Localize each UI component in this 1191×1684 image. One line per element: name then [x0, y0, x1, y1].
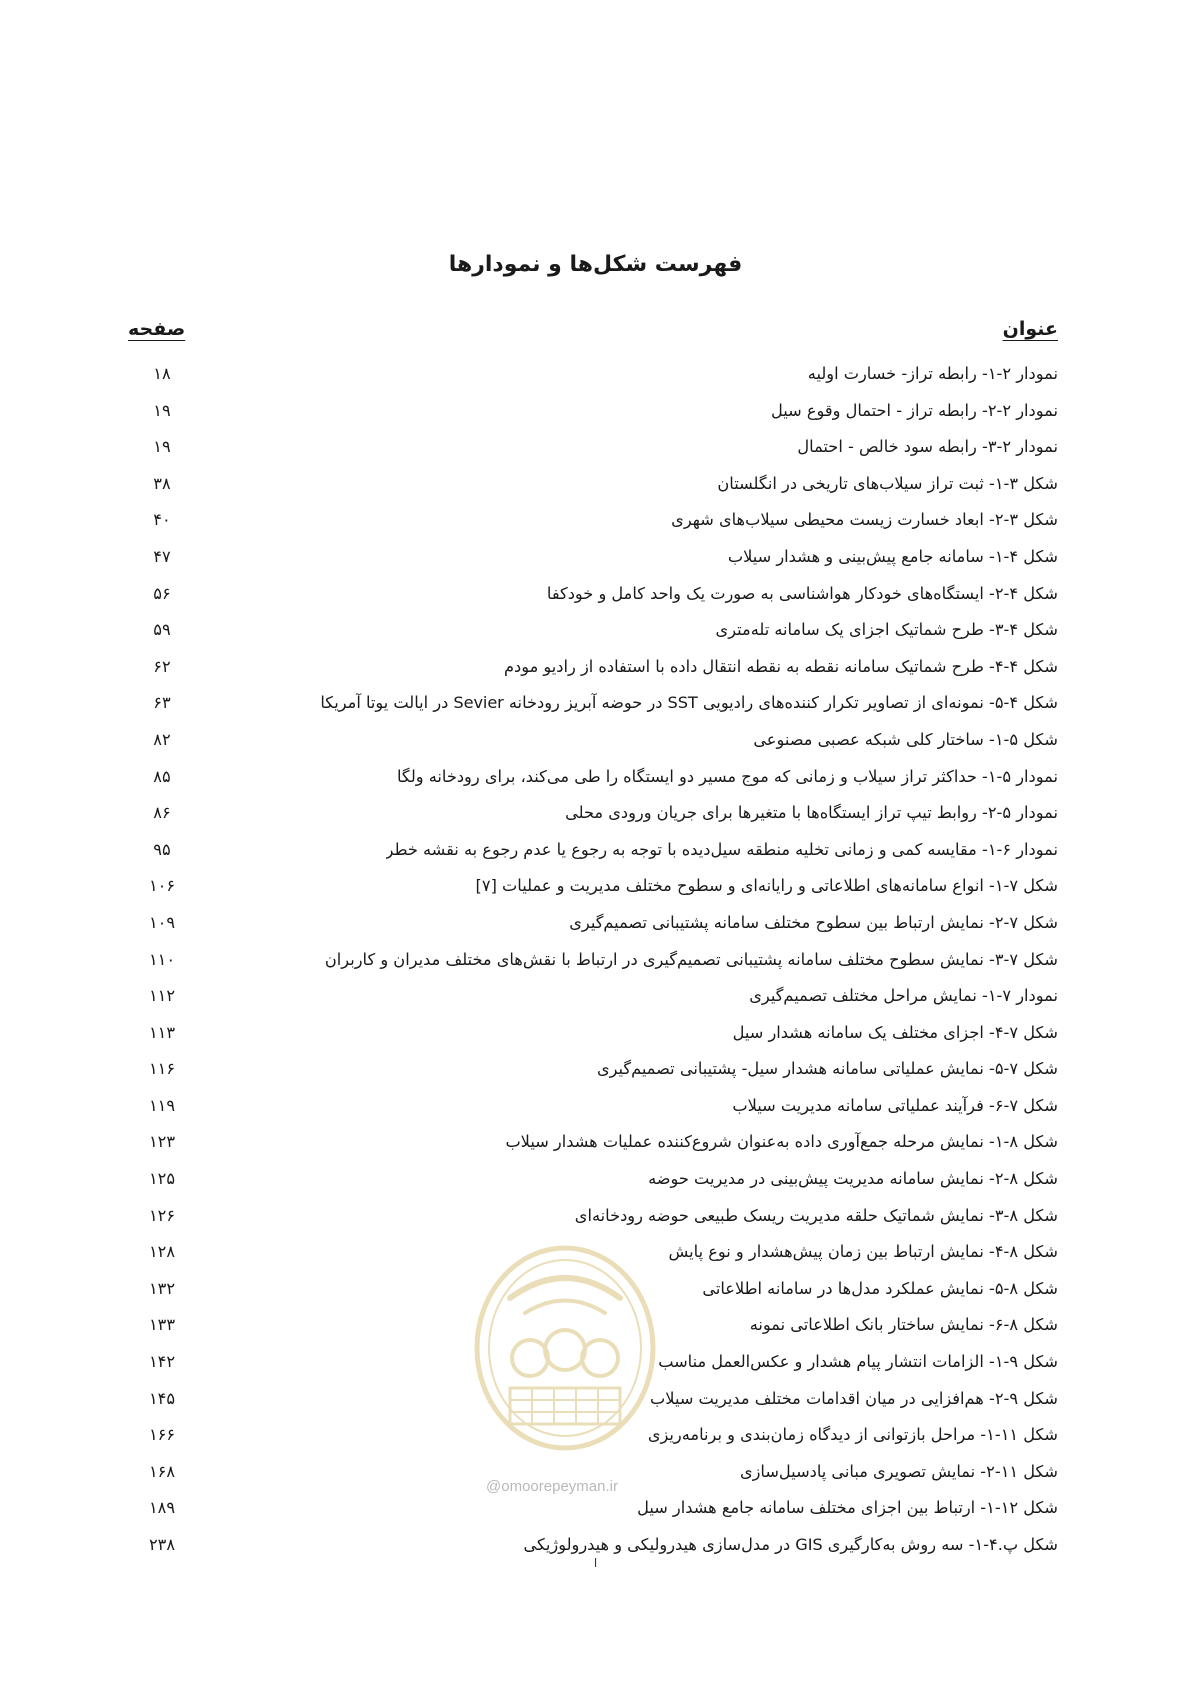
toc-entry[interactable] — [128, 1161, 1058, 1198]
toc-entry[interactable] — [128, 576, 1058, 613]
toc-entry-title: نمودار ۵-۱- حداکثر تراز سیلاب و زمانی که موج مسیر دو ایستگاه را طی می‌کند، برای رودخانه ولگا — [396, 766, 1058, 786]
toc-entry-title: شکل ۳-۱- ثبت تراز سیلاب‌های تاریخی در انگلستان — [717, 473, 1058, 493]
toc-entry-title: شکل ۴-۵- نمونه‌ای از تصاویر تکرار کننده‌های رادیویی SST در حوضه آبریز رودخانه Sevier در ایالت یوتا آمریکا — [320, 693, 1058, 713]
toc-entry[interactable] — [128, 1344, 1058, 1381]
toc-entry[interactable] — [128, 649, 1058, 686]
toc-entry[interactable] — [128, 502, 1058, 539]
toc-entry-title: شکل ۴-۱- سامانه جامع پیش‌بینی و هشدار سیلاب — [727, 546, 1058, 566]
toc-entry[interactable] — [128, 1051, 1058, 1088]
toc-entry-title: شکل پ.۴-۱- سه روش به‌کارگیری GIS در مدل‌سازی هیدرولیکی و هیدرولوژیکی — [523, 1535, 1058, 1554]
toc-entry[interactable] — [128, 978, 1058, 1015]
toc-entry-title: شکل ۷-۵- نمایش عملیاتی سامانه هشدار سیل- پشتیبانی تصمیم‌گیری — [596, 1059, 1058, 1079]
toc-entry-page: ۱۹ — [153, 437, 171, 457]
toc-entry-title: شکل ۷-۴- اجزای مختلف یک سامانه هشدار سیل — [732, 1022, 1058, 1042]
toc-entry-page: ۱۹ — [153, 400, 171, 420]
toc-entry[interactable] — [128, 539, 1058, 576]
toc-entry-title: شکل ۸-۶- نمایش ساختار بانک اطلاعاتی نمونه — [749, 1315, 1058, 1335]
toc-entry[interactable] — [128, 685, 1058, 722]
toc-entry-page: ۱۶۸ — [148, 1461, 176, 1481]
toc-entry-page: ۸۶ — [153, 803, 171, 823]
toc-header — [128, 318, 1058, 350]
page-title: فهرست شکل‌ها و نمودارها — [448, 252, 743, 277]
toc-entry-title: شکل ۹-۲- هم‌افزایی در میان اقدامات مختلف مدیریت سیلاب — [650, 1388, 1058, 1408]
toc-entry-title: شکل ۷-۳- نمایش سطوح مختلف سامانه پشتیبانی تصمیم‌گیری در ارتباط با نقش‌های مختلف مدیران و کاربران — [324, 949, 1058, 969]
toc-entry[interactable] — [128, 612, 1058, 649]
toc-entry[interactable] — [128, 795, 1058, 832]
toc-entry[interactable] — [128, 942, 1058, 979]
column-page-label: صفحه — [128, 318, 186, 340]
toc-list — [128, 356, 1058, 1564]
toc-entry-page: ۴۰ — [153, 510, 171, 530]
toc-entry[interactable] — [128, 393, 1058, 430]
toc-entry[interactable] — [128, 1124, 1058, 1161]
toc-entry-page: ۱۱۶ — [148, 1059, 176, 1079]
toc-entry[interactable] — [128, 1088, 1058, 1125]
toc-entry-title: شکل ۷-۲- نمایش ارتباط بین سطوح مختلف سامانه پشتیبانی تصمیم‌گیری — [569, 912, 1058, 932]
toc-entry-page: ۱۶۶ — [148, 1425, 176, 1445]
toc-entry-page: ۵۹ — [153, 620, 171, 640]
toc-entry-title: نمودار ۲-۲- رابطه تراز - احتمال وقوع سیل — [771, 400, 1058, 420]
toc-entry-title: نمودار ۵-۲- روابط تیپ تراز ایستگاه‌ها با متغیرها برای جریان ورودی محلی — [565, 803, 1058, 823]
toc-entry[interactable] — [128, 1490, 1058, 1527]
toc-entry-page: ۲۳۸ — [148, 1535, 176, 1554]
toc-entry-title: شکل ۱۱-۲- نمایش تصویری مبانی پادسیل‌سازی — [739, 1461, 1058, 1481]
toc-entry-page: ۱۳۲ — [148, 1278, 176, 1298]
toc-entry-page: ۱۰۶ — [148, 876, 176, 896]
toc-entry[interactable] — [128, 1271, 1058, 1308]
toc-entry-page: ۸۵ — [153, 766, 171, 786]
toc-entry[interactable] — [128, 722, 1058, 759]
toc-entry-page: ۶۲ — [153, 656, 171, 676]
toc-entry-page: ۱۸ — [153, 364, 171, 383]
toc-entry-page: ۵۶ — [153, 583, 171, 603]
toc-entry-title: نمودار ۷-۱- نمایش مراحل مختلف تصمیم‌گیری — [749, 986, 1058, 1006]
toc-entry[interactable] — [128, 1015, 1058, 1052]
toc-entry-page: ۱۲۵ — [148, 1169, 176, 1189]
toc-entry-title: شکل ۹-۱- الزامات انتشار پیام هشدار و عکس‌العمل مناسب — [658, 1352, 1058, 1372]
toc-entry-page: ۶۳ — [153, 693, 171, 713]
page-number: ا — [593, 1556, 598, 1570]
toc-entry-title: شکل ۷-۱- انواع سامانه‌های اطلاعاتی و رایانه‌ای و سطوح مختلف مدیریت و عملیات [۷] — [475, 876, 1058, 896]
toc-entry-title: شکل ۵-۱- ساختار کلی شبکه عصبی مصنوعی — [753, 729, 1058, 749]
toc-entry-page: ۱۴۵ — [148, 1388, 176, 1408]
toc-entry-title: شکل ۷-۶- فرآیند عملیاتی سامانه مدیریت سیلاب — [732, 1095, 1058, 1115]
toc-entry-page: ۱۳۳ — [148, 1315, 176, 1335]
toc-entry-title: شکل ۱۲-۱- ارتباط بین اجزای مختلف سامانه جامع هشدار سیل — [637, 1498, 1058, 1518]
toc-entry-page: ۱۲۸ — [148, 1242, 176, 1262]
toc-entry-page: ۱۴۲ — [148, 1352, 176, 1372]
toc-entry[interactable] — [128, 1198, 1058, 1235]
toc-entry-page: ۱۲۶ — [148, 1205, 176, 1225]
toc-entry-title: شکل ۸-۴- نمایش ارتباط بین زمان پیش‌هشدار و نوع پایش — [668, 1242, 1058, 1262]
toc-entry-title: شکل ۸-۲- نمایش سامانه مدیریت پیش‌بینی در مدیریت حوضه — [648, 1169, 1058, 1189]
toc-entry-title: شکل ۸-۵- نمایش عملکرد مدل‌ها در سامانه اطلاعاتی — [702, 1278, 1058, 1298]
toc-entry[interactable] — [128, 1307, 1058, 1344]
toc-entry-title: شکل ۴-۲- ایستگاه‌های خودکار هواشناسی به صورت یک واحد کامل و خودکفا — [546, 583, 1058, 603]
toc-entry-page: ۱۱۹ — [148, 1095, 176, 1115]
toc-entry-title: شکل ۴-۴- طرح شماتیک سامانه نقطه به نقطه انتقال داده با استفاده از رادیو مودم — [504, 656, 1058, 676]
toc-entry-page: ۱۸۹ — [148, 1498, 176, 1518]
toc-entry[interactable] — [128, 1381, 1058, 1418]
toc-entry-title: نمودار ۲-۱- رابطه تراز- خسارت اولیه — [807, 364, 1058, 383]
toc-entry-title: شکل ۸-۳- نمایش شماتیک حلقه مدیریت ریسک طبیعی حوضه رودخانه‌ای — [574, 1205, 1058, 1225]
toc-entry-page: ۱۱۲ — [148, 986, 176, 1006]
toc-entry[interactable] — [128, 905, 1058, 942]
toc-entry-title: شکل ۸-۱- نمایش مرحله جمع‌آوری داده به‌عنوان شروع‌کننده عملیات هشدار سیلاب — [505, 1132, 1058, 1152]
toc-entry-page: ۱۱۳ — [148, 1022, 176, 1042]
toc-entry[interactable] — [128, 429, 1058, 466]
toc-entry[interactable] — [128, 832, 1058, 869]
toc-entry[interactable] — [128, 1417, 1058, 1454]
toc-entry-title: شکل ۱۱-۱- مراحل بازتوانی از دیدگاه زمان‌بندی و برنامه‌ریزی — [647, 1425, 1058, 1445]
toc-entry-page: ۱۰۹ — [148, 912, 176, 932]
toc-entry-title: شکل ۳-۲- ابعاد خسارت زیست محیطی سیلاب‌های شهری — [671, 510, 1058, 530]
column-title-label: عنوان — [1002, 318, 1058, 340]
watermark-text: @omoorepeyman.ir — [486, 1478, 618, 1495]
toc-entry-page: ۹۵ — [153, 839, 171, 859]
toc-entry[interactable] — [128, 868, 1058, 905]
toc-entry-title: نمودار ۲-۳- رابطه سود خالص - احتمال — [797, 437, 1058, 457]
toc-entry-title: شکل ۴-۳- طرح شماتیک اجزای یک سامانه تله‌متری — [715, 620, 1058, 640]
toc-entry[interactable] — [128, 1234, 1058, 1271]
toc-entry-page: ۱۱۰ — [148, 949, 176, 969]
toc-entry[interactable] — [128, 356, 1058, 393]
toc-entry-page: ۴۷ — [153, 546, 171, 566]
toc-entry-title: نمودار ۶-۱- مقایسه کمی و زمانی تخلیه منطقه سیل‌دیده با توجه به رجوع یا عدم رجوع به نقشه خطر — [385, 839, 1058, 859]
toc-entry-page: ۸۲ — [153, 729, 171, 749]
toc-entry[interactable] — [128, 759, 1058, 796]
toc-entry-page: ۳۸ — [153, 473, 171, 493]
toc-entry-page: ۱۲۳ — [148, 1132, 176, 1152]
toc-entry[interactable] — [128, 466, 1058, 503]
